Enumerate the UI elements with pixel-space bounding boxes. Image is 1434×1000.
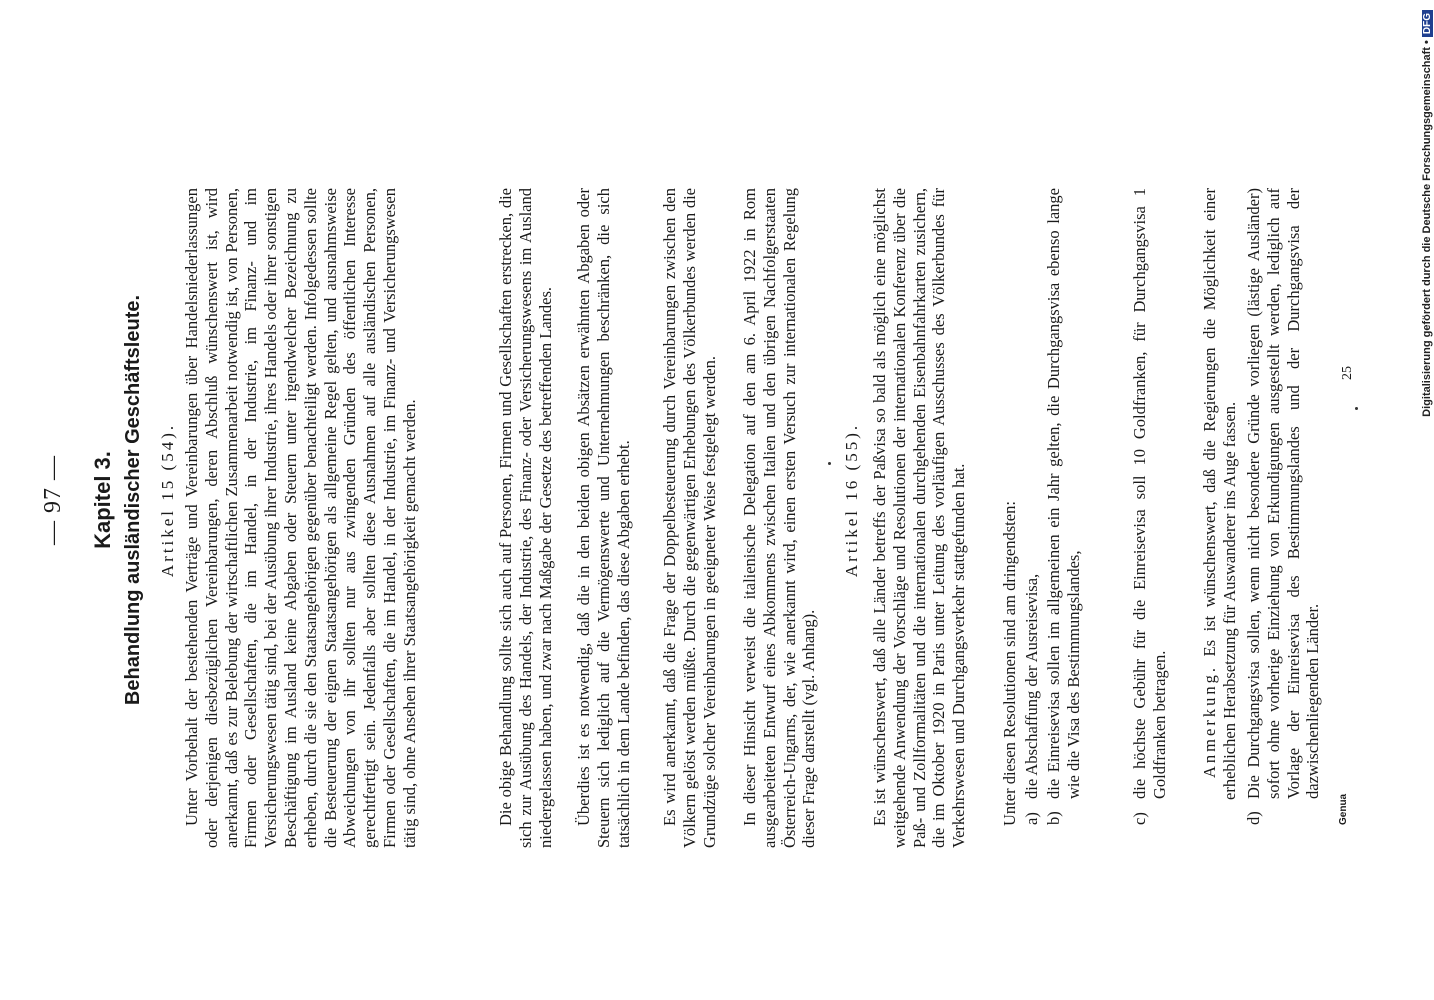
list-label-d: d) — [1244, 811, 1263, 825]
annotation-label: Anmerkung. — [1200, 665, 1219, 778]
page-number: — 97 — — [40, 455, 66, 545]
list-item-a — [1022, 188, 1042, 825]
section-heading: Behandlung ausländischer Geschäftsleute. — [122, 294, 144, 706]
article-15-title: Artikel 15 (54). — [158, 422, 177, 578]
article-16-paragraph-2: Unter diesen Resolutionen sind am dringendsten: — [1000, 501, 1019, 826]
annotation-text: Es ist wünschenswert, daß die Regierungen die Möglichkeit einer erheblichen Herabsetzung für Auswanderer ins Auge fassen. — [1200, 187, 1239, 800]
article-16-title: Artikel 16 (55). — [842, 422, 861, 578]
list-text-d: Die Durchgangsvisa sollen, wenn nicht besondere Gründe vorliegen (lästige Ausländer) sofort ohne vorherige Einziehung von Erkundigungen ausgestellt werden, lediglich auf Vorlage der Einreisevisa des Bestimmungslandes und der Durchgangsvisa der dazwischenliegenden Länder. — [1244, 188, 1323, 799]
list-item-c — [1130, 188, 1170, 825]
article-16-paragraph-1: Es ist wünschenswert, daß alle Länder betreffs der Paßvisa so bald als möglich eine möglichst weitgehende Anwendung der Vorschläge und Resolutionen der internationalen Konferenz über die Paß- und Zollformalitäten und die internationalen durchgehenden Eisenbahnfahrkarten zusichern, die im Oktober 1920 in Paris unter Leitung des vorläufigen Ausschusses des Völkerbundes für Verkehrswesen und Durchgangsverkehr stattgefunden hat. — [870, 188, 969, 848]
footer-number: 25 — [1340, 366, 1355, 380]
list-label-c: c) — [1130, 812, 1149, 825]
article-15-paragraph-5: In dieser Hinsicht verweist die italienische Delegation auf den am 6. April 1922 in Rom ausgearbeiteten Entwurf eines Abkommens zwischen Italien und den übrigen Nachfolgerstaaten Österreich-Ungarns, der, wie anerkannt wird, einen ersten Versuch zur internationalen Regelung dieser Frage darstellt (vgl. Anhang). — [740, 188, 819, 848]
print-mark-footer — [1355, 407, 1358, 410]
list-label-a: a) — [1022, 812, 1041, 825]
list-item-b — [1044, 188, 1084, 825]
list-text-a: die Abschaffung der Ausreisevisa, — [1022, 573, 1041, 799]
article-15-paragraph-1: Unter Vorbehalt der bestehenden Verträge und Vereinbarungen über Handelsniederlassungen oder derjenigen diesbezüglichen Vereinbarungen, deren Abschluß wünschenswert ist, wird anerkannt, daß es zur Belebung der wirtschaftlichen Zusammenarbeit notwendig ist, von Personen, Firmen oder Gesellschaften, die im Handel, in der Industrie, im Finanz- und im Versicherungswesen tätig sind, bei der Ausübung ihrer Industrie, ihres Handels oder ihrer sonstigen Beschäftigung im Ausland keine Abgaben oder Steuern unter irgendwelcher Bezeichnung zu erheben, durch die sie den Staatsangehörigen gegenüber benachteiligt werden. Infolgedessen sollte die Besteuerung der eignen Staatsangehörigen als allgemeine Regel gelten, und ausnahmsweise Abweichungen von ihr sollten nur aus zwingenden Gründen des öffentlichen Interesse gerechtfertigt sein. Jedenfalls aber sollten diese Ausnahmen auf alle ausländischen Personen, Firmen oder Gesellschaften, die im Handel, in der Industrie, im Finanz- und Versicherungswesen tätig sind, ohne Ansehen ihrer Staatsangehörigkeit gemacht werden. — [182, 188, 419, 848]
annotation — [1200, 188, 1240, 800]
list-text-c: die höchste Gebühr für die Einreisevisa soll 10 Goldfranken, für Durchgangsvisa 1 Goldfranken betragen. — [1130, 188, 1169, 799]
list-label-b: b) — [1044, 811, 1063, 825]
credit-text: Digitalisierung gefördert durch die Deutsche Forschungsgemeinschaft • — [1421, 40, 1433, 417]
dfg-logo: DFG — [1422, 10, 1433, 37]
list-item-d — [1244, 188, 1323, 825]
print-mark — [828, 462, 831, 465]
article-15-paragraph-3: Überdies ist es notwendig, daß die in den beiden obigen Absätzen erwähnten Abgaben oder Steuern sich lediglich auf die Vermögenswerte und Unternehmungen beschränken, die sich tatsächlich in dem Lande befinden, das diese Abgaben erhebt. — [574, 188, 633, 848]
footer-place: Genua — [1338, 793, 1349, 825]
list-text-b: die Einreisevisa sollen im allgemeinen ein Jahr gelten, die Durchgangsvisa ebenso lange wie die Visa des Bestimmungslandes, — [1044, 188, 1083, 799]
article-15-paragraph-2: Die obige Behandlung sollte sich auch auf Personen, Firmen und Gesellschaften erstrecken, die sich zur Ausübung des Handels, der Industrie, des Finanz- oder Versicherungswesens im Ausland niedergelassen haben, und zwar nach Maßgabe der Gesetze des betreffenden Landes. — [496, 188, 555, 848]
article-15-paragraph-4: Es wird anerkannt, daß die Frage der Doppelbesteuerung durch Vereinbarungen zwischen den Völkern gelöst werden müßte. Durch die gegenwärtigen Erhebungen des Völkerbundes werden die Grundzüge solcher Vereinbarungen in geeigneter Weise festgelegt werden. — [660, 188, 719, 848]
digitization-credit — [1418, 10, 1434, 417]
chapter-title: Kapitel 3. — [90, 451, 115, 549]
